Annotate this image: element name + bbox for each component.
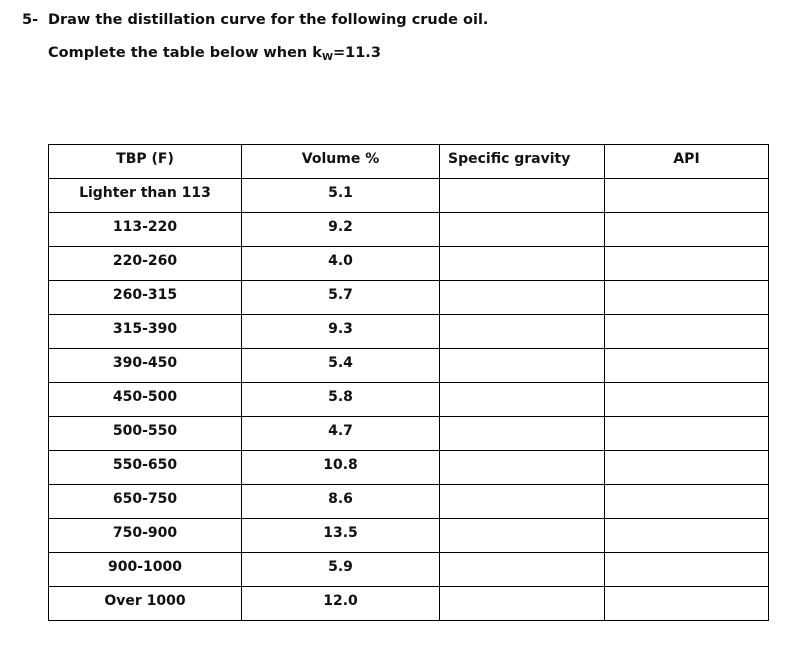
- volume-cell: 9.2: [242, 213, 440, 247]
- api-cell[interactable]: [605, 315, 769, 349]
- api-cell[interactable]: [605, 553, 769, 587]
- instruction-text: Complete the table below when k: [48, 45, 322, 61]
- header-specific-gravity: Specific gravity: [440, 145, 605, 179]
- instruction-value: =11.3: [332, 45, 381, 61]
- api-cell[interactable]: [605, 519, 769, 553]
- tbp-cell: Lighter than 113: [49, 179, 242, 213]
- specific-gravity-cell[interactable]: [440, 213, 605, 247]
- header-api: API: [605, 145, 769, 179]
- volume-cell: 8.6: [242, 485, 440, 519]
- table-row: [49, 281, 769, 315]
- table-row: [49, 247, 769, 281]
- table-header-row: [49, 145, 769, 179]
- volume-cell: 4.7: [242, 417, 440, 451]
- table-row: [49, 417, 769, 451]
- api-cell[interactable]: [605, 179, 769, 213]
- question-text: Draw the distillation curve for the following crude oil.: [48, 12, 489, 28]
- tbp-cell: 113-220: [49, 213, 242, 247]
- api-cell[interactable]: [605, 383, 769, 417]
- volume-cell: 10.8: [242, 451, 440, 485]
- volume-cell: 13.5: [242, 519, 440, 553]
- tbp-cell: 260-315: [49, 281, 242, 315]
- volume-cell: 9.3: [242, 315, 440, 349]
- specific-gravity-cell[interactable]: [440, 349, 605, 383]
- specific-gravity-cell[interactable]: [440, 281, 605, 315]
- tbp-cell: 750-900: [49, 519, 242, 553]
- tbp-cell: 390-450: [49, 349, 242, 383]
- tbp-cell: 315-390: [49, 315, 242, 349]
- volume-cell: 12.0: [242, 587, 440, 621]
- table-row: [49, 485, 769, 519]
- table-row: [49, 587, 769, 621]
- specific-gravity-cell[interactable]: [440, 179, 605, 213]
- table-row: [49, 179, 769, 213]
- table-row: [49, 519, 769, 553]
- specific-gravity-cell[interactable]: [440, 247, 605, 281]
- instruction-line: [48, 45, 381, 63]
- api-cell[interactable]: [605, 417, 769, 451]
- api-cell[interactable]: [605, 349, 769, 383]
- tbp-cell: 500-550: [49, 417, 242, 451]
- volume-cell: 5.9: [242, 553, 440, 587]
- tbp-cell: Over 1000: [49, 587, 242, 621]
- tbp-cell: 550-650: [49, 451, 242, 485]
- table-row: [49, 315, 769, 349]
- specific-gravity-cell[interactable]: [440, 485, 605, 519]
- table-row: [49, 213, 769, 247]
- specific-gravity-cell[interactable]: [440, 587, 605, 621]
- table-row: [49, 383, 769, 417]
- volume-cell: 5.1: [242, 179, 440, 213]
- tbp-cell: 220-260: [49, 247, 242, 281]
- question-number: 5-: [22, 12, 39, 28]
- instruction-subscript: W: [321, 52, 333, 63]
- tbp-cell: 450-500: [49, 383, 242, 417]
- table-row: [49, 451, 769, 485]
- api-cell[interactable]: [605, 451, 769, 485]
- header-tbp: TBP (F): [49, 145, 242, 179]
- api-cell[interactable]: [605, 281, 769, 315]
- table-row: [49, 349, 769, 383]
- header-volume: Volume %: [242, 145, 440, 179]
- volume-cell: 5.4: [242, 349, 440, 383]
- specific-gravity-cell[interactable]: [440, 519, 605, 553]
- table-row: [49, 553, 769, 587]
- api-cell[interactable]: [605, 485, 769, 519]
- api-cell[interactable]: [605, 247, 769, 281]
- api-cell[interactable]: [605, 587, 769, 621]
- crude-oil-table: [48, 144, 769, 621]
- volume-cell: 5.8: [242, 383, 440, 417]
- specific-gravity-cell[interactable]: [440, 553, 605, 587]
- api-cell[interactable]: [605, 213, 769, 247]
- question-line: [22, 12, 488, 28]
- specific-gravity-cell[interactable]: [440, 417, 605, 451]
- volume-cell: 5.7: [242, 281, 440, 315]
- specific-gravity-cell[interactable]: [440, 383, 605, 417]
- specific-gravity-cell[interactable]: [440, 315, 605, 349]
- tbp-cell: 650-750: [49, 485, 242, 519]
- volume-cell: 4.0: [242, 247, 440, 281]
- table-body: [49, 179, 769, 621]
- tbp-cell: 900-1000: [49, 553, 242, 587]
- specific-gravity-cell[interactable]: [440, 451, 605, 485]
